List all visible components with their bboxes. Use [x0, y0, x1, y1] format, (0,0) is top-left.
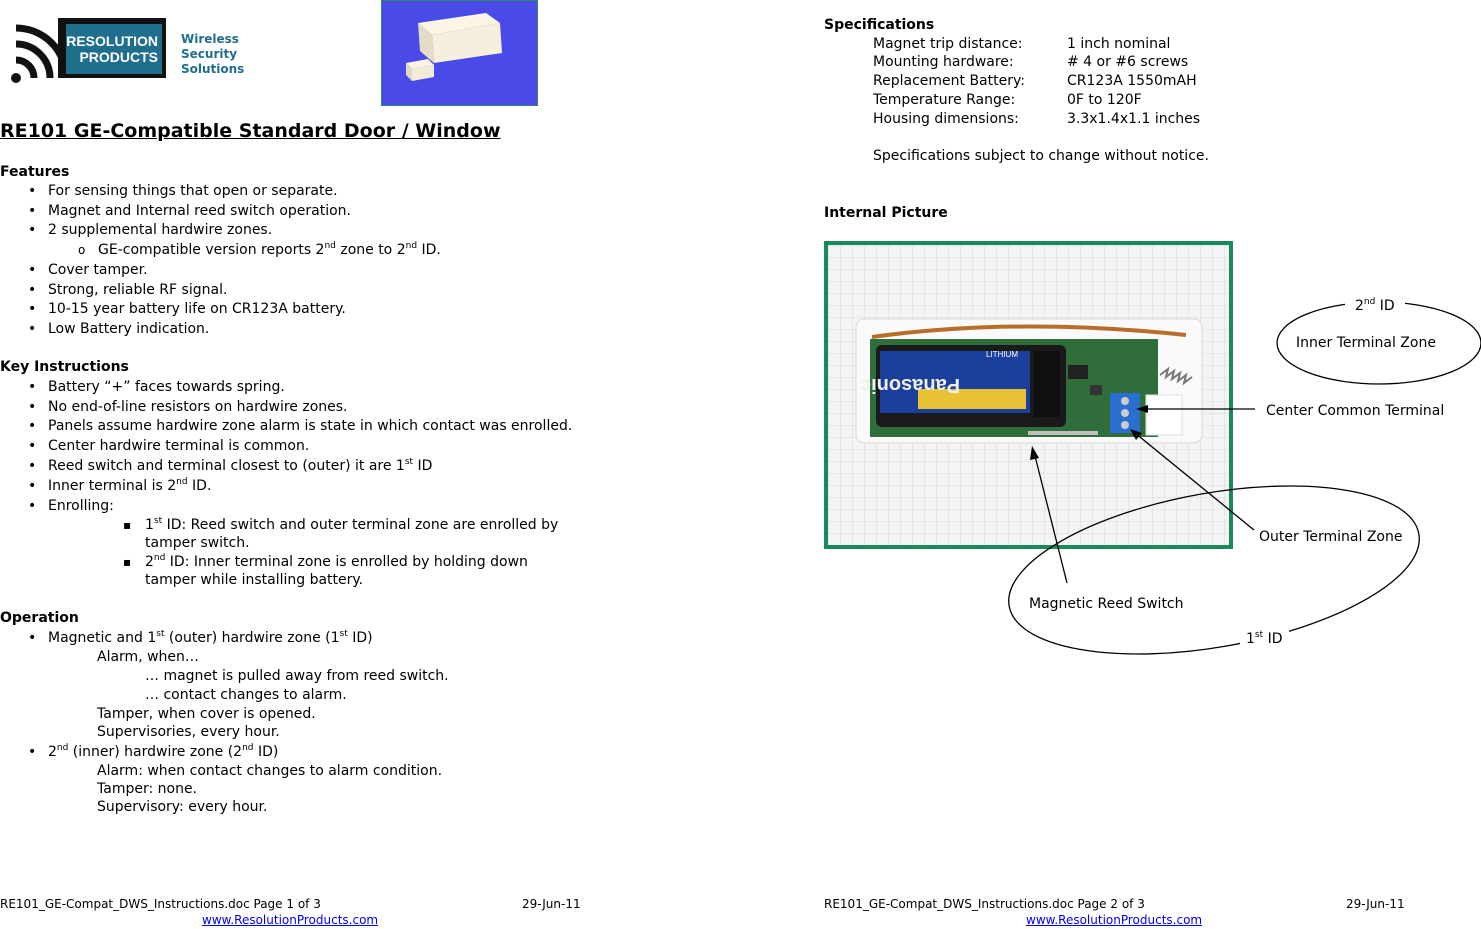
feature-item: • Cover tamper.: [48, 261, 148, 279]
logo-wordmark: [58, 18, 166, 78]
features-heading: Features: [0, 164, 70, 180]
operation-detail: … contact changes to alarm.: [145, 687, 347, 703]
operation-detail: … magnet is pulled away from reed switch.: [145, 668, 449, 684]
feature-item: • 2 supplemental hardwire zones.: [48, 221, 272, 239]
instruction-item: • Inner terminal is 2nd ID.: [48, 477, 211, 495]
instruction-item: • No end-of-line resistors on hardwire zones.: [48, 398, 348, 416]
spec-notice: Specifications subject to change without notice.: [873, 148, 1209, 164]
footer-date-page2: 29-Jun-11: [1346, 897, 1405, 911]
spec-value: 3.3x1.4x1.1 inches: [1067, 111, 1201, 127]
tagline-wireless: Wireless: [181, 32, 239, 46]
operation-detail: Tamper: none.: [97, 781, 198, 797]
footer-file-page2: RE101_GE-Compat_DWS_Instructions.doc Page 2 of 3: [824, 897, 1145, 911]
instruction-item: • Battery “+” faces towards spring.: [48, 378, 285, 396]
footer-file-page1: RE101_GE-Compat_DWS_Instructions.doc Page 1 of 3: [0, 897, 321, 911]
feature-item: • Magnet and Internal reed switch operation.: [48, 202, 351, 220]
internal-picture-heading: Internal Picture: [824, 205, 948, 221]
operation-heading: Operation: [0, 610, 79, 626]
operation-detail: Alarm, when…: [97, 649, 199, 665]
spec-label: Housing dimensions:: [873, 111, 1019, 127]
enroll-step: ▪ 1st ID: Reed switch and outer terminal zone are enrolled by: [145, 516, 558, 534]
label-inner-terminal-zone: Inner Terminal Zone: [1296, 335, 1436, 351]
tagline-solutions: Solutions: [181, 62, 245, 76]
label-magnetic-reed-switch: Magnetic Reed Switch: [1029, 596, 1184, 612]
page-title: RE101 GE-Compatible Standard Door / Window: [0, 120, 501, 142]
instruction-item: • Panels assume hardwire zone alarm is state in which contact was enrolled.: [48, 417, 572, 435]
logo-tagline: [181, 32, 244, 77]
enroll-step: ▪ 2nd ID: Inner terminal zone is enrolled by holding down: [145, 553, 528, 571]
internal-photo: [824, 241, 1233, 549]
instruction-item: • Enrolling:: [48, 497, 114, 515]
operation-detail: Supervisory: every hour.: [97, 799, 268, 815]
operation-detail: Alarm: when contact changes to alarm condition.: [97, 763, 443, 779]
spec-label: Temperature Range:: [873, 92, 1016, 108]
feature-item: • 10-15 year battery life on CR123A battery.: [48, 300, 346, 318]
spec-label: Mounting hardware:: [873, 54, 1014, 70]
logo-line-1: RESOLUTION: [66, 33, 158, 49]
spec-value: 1 inch nominal: [1067, 36, 1171, 52]
enroll-step-cont: tamper switch.: [145, 535, 250, 551]
instruction-item: • Center hardwire terminal is common.: [48, 437, 309, 455]
footer-url-page2[interactable]: www.ResolutionProducts.com: [1026, 913, 1203, 927]
key-instructions-heading: Key Instructions: [0, 359, 129, 375]
spec-label: Replacement Battery:: [873, 73, 1025, 89]
label-center-common-terminal: Center Common Terminal: [1266, 403, 1445, 419]
battery-top-text: LITHIUM: [986, 350, 1018, 359]
operation-detail: Supervisories, every hour.: [97, 724, 280, 740]
operation-detail: Tamper, when cover is opened.: [97, 706, 316, 722]
footer-date-page1: 29-Jun-11: [522, 897, 581, 911]
product-photo: [381, 0, 538, 106]
specifications-heading: Specifications: [824, 17, 935, 33]
label-outer-terminal-zone: Outer Terminal Zone: [1259, 528, 1406, 546]
feature-item: • Low Battery indication.: [48, 320, 209, 338]
label-1st-id: 1st ID: [1240, 630, 1289, 648]
label-2nd-id: 2nd ID: [1345, 297, 1405, 315]
feature-item: • Strong, reliable RF signal.: [48, 281, 227, 299]
battery-brand-text: Panasonic: [859, 374, 961, 396]
footer-url-page1[interactable]: www.ResolutionProducts.com: [202, 913, 379, 927]
enroll-step-cont: tamper while installing battery.: [145, 572, 364, 588]
door-sensor-image: [382, 1, 537, 105]
spec-value: CR123A 1550mAH: [1067, 73, 1197, 89]
pcb-image: [828, 245, 1229, 545]
instruction-item: • Reed switch and terminal closest to (outer) it are 1st ID: [48, 457, 432, 475]
spec-value: 0F to 120F: [1067, 92, 1142, 108]
tagline-security: Security: [181, 47, 238, 61]
logo-line-2: PRODUCTS: [79, 49, 158, 65]
feature-item: • For sensing things that open or separate.: [48, 182, 338, 200]
logo: [10, 14, 170, 84]
operation-item: • Magnetic and 1st (outer) hardwire zone (1st ID): [48, 629, 373, 647]
spec-value: # 4 or #6 screws: [1067, 54, 1189, 70]
spec-label: Magnet trip distance:: [873, 36, 1023, 52]
feature-subitem: o GE-compatible version reports 2nd zone to 2nd ID.: [98, 241, 441, 259]
operation-item: • 2nd (inner) hardwire zone (2nd ID): [48, 743, 278, 761]
